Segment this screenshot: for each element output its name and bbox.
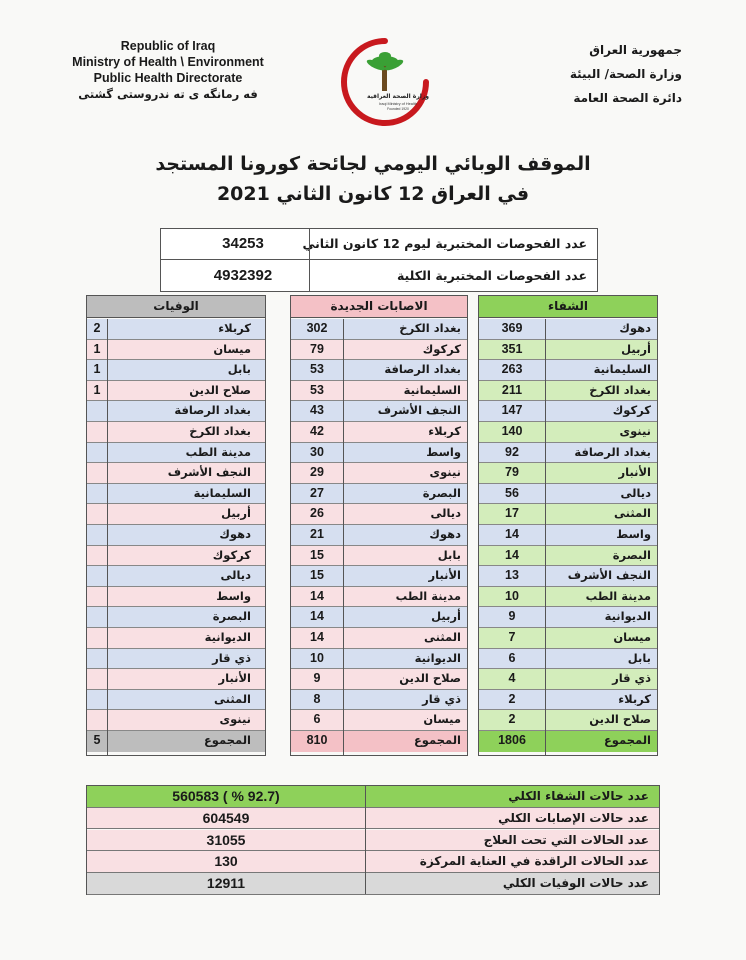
deaths-governorate: صلاح الدين bbox=[189, 382, 251, 397]
deaths-governorate: أربيل bbox=[221, 506, 251, 521]
deaths-total-label: المجموع bbox=[203, 733, 251, 747]
recovered-count: 7 bbox=[508, 630, 516, 644]
header-left-line: Republic of Iraq bbox=[120, 39, 216, 53]
deaths-governorate: المثنى bbox=[214, 691, 251, 706]
new_cases-governorate: نينوى bbox=[429, 465, 461, 480]
report-title: الموقف الوبائي اليومي لجائحة كورونا المستجد bbox=[155, 153, 591, 175]
recovered-row bbox=[479, 319, 657, 340]
deaths-row bbox=[87, 381, 265, 402]
deaths-table bbox=[86, 295, 266, 756]
deaths-governorate: البصرة bbox=[212, 609, 251, 624]
new_cases-row bbox=[291, 669, 467, 690]
recovered-row bbox=[479, 504, 657, 525]
summary-divider bbox=[365, 786, 366, 894]
deaths-governorate: الأنبار bbox=[218, 671, 251, 686]
new_cases-row bbox=[291, 607, 467, 628]
recovered-count: 14 bbox=[505, 547, 519, 562]
new_cases-header: الاصابات الجديدة bbox=[291, 296, 467, 318]
deaths-column-divider bbox=[107, 319, 108, 755]
recovered-row bbox=[479, 381, 657, 402]
deaths-row bbox=[87, 546, 265, 567]
new_cases-governorate: واسط bbox=[426, 444, 461, 459]
summary-row bbox=[87, 873, 659, 895]
deaths-count: 1 bbox=[93, 341, 101, 356]
deaths-row bbox=[87, 484, 265, 505]
recovered-governorate: ميسان bbox=[613, 630, 651, 644]
new_cases-count: 43 bbox=[310, 403, 324, 418]
deaths-row bbox=[87, 401, 265, 422]
new_cases-governorate: ديالى bbox=[430, 506, 461, 521]
new_cases-governorate: كركوك bbox=[422, 341, 461, 356]
recovered-row bbox=[479, 628, 657, 649]
recovered-total-label: المجموع bbox=[603, 733, 651, 747]
deaths-governorate: السليمانية bbox=[193, 485, 251, 500]
recovered-governorate: بابل bbox=[627, 650, 651, 665]
recovered-governorate: واسط bbox=[616, 527, 651, 541]
recovered-row bbox=[479, 443, 657, 464]
recovered-governorate: مدينة الطب bbox=[585, 588, 651, 603]
deaths-row bbox=[87, 587, 265, 608]
recovered-governorate: بغداد الكرخ bbox=[589, 382, 651, 397]
recovered-count: 2 bbox=[508, 712, 516, 727]
new_cases-count: 6 bbox=[313, 712, 321, 727]
header-right-line: وزارة الصحة/ البيئة bbox=[569, 67, 682, 81]
deaths-row bbox=[87, 443, 265, 464]
recovered-governorate: أربيل bbox=[621, 341, 651, 356]
recovered-row bbox=[479, 546, 657, 567]
recovered-row bbox=[479, 422, 657, 443]
new_cases-governorate: ميسان bbox=[423, 712, 461, 727]
recovered-governorate: المثنى bbox=[614, 506, 651, 521]
recovered-governorate: بغداد الرصافة bbox=[574, 444, 651, 459]
deaths-governorate: ميسان bbox=[213, 341, 251, 356]
recovered-total-value: 1806 bbox=[498, 733, 526, 747]
recovered-count: 6 bbox=[508, 650, 516, 665]
deaths-total-value: 5 bbox=[93, 733, 101, 747]
summary-value: 560583 ( % 92.7) bbox=[172, 788, 280, 804]
summary-label: عدد حالات الشفاء الكلي bbox=[508, 789, 649, 803]
summary-row bbox=[87, 830, 659, 852]
new_cases-governorate: المثنى bbox=[424, 630, 461, 644]
recovered-row bbox=[479, 587, 657, 608]
logo-title: وزارة الصحة العراقية bbox=[366, 93, 430, 100]
deaths-row bbox=[87, 422, 265, 443]
new_cases-count: 42 bbox=[310, 424, 324, 438]
new_cases-total-row bbox=[291, 731, 467, 752]
deaths-row bbox=[87, 340, 265, 361]
recovered-column-divider bbox=[545, 319, 546, 755]
new_cases-row bbox=[291, 319, 467, 340]
recovered-governorate: ديالى bbox=[620, 485, 651, 500]
summary-value: 130 bbox=[214, 853, 238, 870]
deaths-row bbox=[87, 607, 265, 628]
daily-tests-label: عدد الفحوصات المختبرية ليوم 12 كانون الثاني bbox=[302, 236, 587, 251]
new_cases-count: 9 bbox=[313, 671, 321, 686]
new_cases-row bbox=[291, 504, 467, 525]
new_cases-count: 15 bbox=[310, 568, 324, 583]
new_cases-governorate: مدينة الطب bbox=[395, 588, 461, 603]
logo-subtitle: Iraqi Ministry of Health bbox=[379, 102, 417, 106]
recovered-count: 92 bbox=[505, 444, 519, 459]
lab-tests-box bbox=[160, 228, 598, 292]
deaths-row bbox=[87, 463, 265, 484]
recovered-count: 10 bbox=[505, 588, 519, 603]
recovered-governorate: ذي قار bbox=[612, 671, 651, 686]
deaths-governorate: واسط bbox=[216, 588, 251, 603]
deaths-governorate: مدينة الطب bbox=[185, 444, 251, 459]
deaths-row bbox=[87, 628, 265, 649]
recovered-count: 14 bbox=[505, 527, 519, 541]
new_cases-governorate: بغداد الرصافة bbox=[384, 362, 461, 377]
recovered-count: 9 bbox=[508, 609, 516, 624]
recovered-header: الشفاء bbox=[479, 296, 657, 318]
new_cases-row bbox=[291, 360, 467, 381]
deaths-row bbox=[87, 504, 265, 525]
new_cases-count: 302 bbox=[306, 321, 328, 335]
recovered-count: 211 bbox=[501, 382, 523, 397]
recovered-count: 147 bbox=[501, 403, 523, 418]
recovered-governorate: الأنبار bbox=[618, 465, 651, 480]
new_cases-count: 53 bbox=[310, 382, 324, 397]
recovered-count: 351 bbox=[501, 341, 523, 356]
recovered-count: 4 bbox=[508, 671, 516, 686]
recovered-count: 17 bbox=[505, 506, 519, 521]
new_cases-row bbox=[291, 443, 467, 464]
total-tests-value: 4932392 bbox=[213, 267, 273, 284]
recovered-count: 369 bbox=[501, 321, 523, 335]
recovered-count: 79 bbox=[505, 465, 519, 480]
recovered-count: 13 bbox=[505, 568, 519, 583]
deaths-row bbox=[87, 360, 265, 381]
recovered-row bbox=[479, 463, 657, 484]
recovered-governorate: الديوانية bbox=[604, 609, 651, 624]
recovered-row bbox=[479, 340, 657, 361]
new_cases-governorate: بغداد الكرخ bbox=[399, 321, 461, 335]
recovered-count: 140 bbox=[501, 424, 523, 438]
header-left-line: فه رمانگه ى ته ندروستى گشتى bbox=[78, 87, 258, 101]
deaths-count: 2 bbox=[93, 321, 101, 335]
recovered-row bbox=[479, 525, 657, 546]
deaths-count: 1 bbox=[93, 382, 101, 397]
new_cases-governorate: الديوانية bbox=[414, 650, 461, 665]
recovered-row bbox=[479, 669, 657, 690]
summary-value: 12911 bbox=[206, 875, 246, 892]
new_cases-row bbox=[291, 628, 467, 649]
new_cases-governorate: دهوك bbox=[429, 527, 461, 541]
header-left bbox=[58, 38, 278, 102]
deaths-row bbox=[87, 319, 265, 340]
header-left-line: Public Health Directorate bbox=[93, 71, 243, 85]
recovered-count: 2 bbox=[508, 691, 516, 706]
ministry-logo bbox=[338, 35, 432, 129]
recovered-row bbox=[479, 649, 657, 670]
new_cases-count: 21 bbox=[310, 527, 324, 541]
new_cases-governorate: صلاح الدين bbox=[399, 671, 461, 686]
recovered-row bbox=[479, 566, 657, 587]
recovered-count: 263 bbox=[501, 362, 523, 377]
daily-tests-value: 34253 bbox=[222, 235, 264, 252]
deaths-header: الوفيات bbox=[87, 296, 265, 318]
summary-value: 604549 bbox=[202, 809, 250, 826]
summary-row bbox=[87, 808, 659, 830]
new_cases-row bbox=[291, 401, 467, 422]
summary-label: عدد حالات الإصابات الكلي bbox=[498, 810, 649, 825]
deaths-governorate: ديالى bbox=[220, 568, 251, 583]
total-tests-row bbox=[161, 261, 597, 292]
new_cases-row bbox=[291, 710, 467, 731]
recovered-governorate: السليمانية bbox=[593, 362, 651, 377]
recovered-count: 56 bbox=[505, 485, 519, 500]
new_cases-row bbox=[291, 525, 467, 546]
new_cases-governorate: البصرة bbox=[422, 485, 461, 500]
new_cases-governorate: بابل bbox=[437, 547, 461, 562]
new_cases-row bbox=[291, 566, 467, 587]
deaths-row bbox=[87, 690, 265, 711]
new_cases-governorate: الأنبار bbox=[428, 568, 461, 583]
total-tests-label: عدد الفحوصات المختبرية الكلية bbox=[396, 268, 587, 283]
summary-table bbox=[86, 785, 660, 895]
recovered-governorate: البصرة bbox=[612, 547, 651, 562]
deaths-total-row bbox=[87, 731, 265, 752]
new_cases-governorate: ذي قار bbox=[422, 691, 461, 706]
recovered-governorate: النجف الأشرف bbox=[567, 568, 651, 583]
new_cases-governorate: كربلاء bbox=[428, 424, 461, 438]
new_cases-count: 29 bbox=[310, 465, 324, 480]
deaths-governorate: نينوى bbox=[219, 712, 251, 727]
header-left-line: Ministry of Health \ Environment bbox=[72, 55, 264, 69]
new_cases-row bbox=[291, 649, 467, 670]
new_cases-total-label: المجموع bbox=[413, 733, 461, 747]
daily-tests-row bbox=[161, 229, 597, 260]
recovered-governorate: صلاح الدين bbox=[589, 712, 651, 727]
deaths-governorate: ذي قار bbox=[212, 650, 251, 665]
new_cases-count: 26 bbox=[310, 506, 324, 521]
new_cases-count: 27 bbox=[310, 485, 324, 500]
deaths-row bbox=[87, 710, 265, 731]
palm-leaves-icon bbox=[365, 52, 404, 72]
recovered-row bbox=[479, 690, 657, 711]
recovered-row bbox=[479, 401, 657, 422]
deaths-governorate: بغداد الكرخ bbox=[189, 424, 251, 438]
deaths-governorate: بابل bbox=[227, 362, 251, 377]
new_cases-row bbox=[291, 422, 467, 443]
deaths-governorate: كركوك bbox=[212, 547, 251, 562]
recovered-governorate: كركوك bbox=[612, 403, 651, 418]
new_cases-count: 53 bbox=[310, 362, 324, 377]
new_cases-count: 14 bbox=[310, 630, 324, 644]
header-right-line: دائرة الصحة العامة bbox=[573, 91, 682, 105]
logo-year: Founded 1920 bbox=[387, 107, 409, 111]
new_cases-row bbox=[291, 690, 467, 711]
deaths-governorate: كربلاء bbox=[218, 321, 251, 335]
new_cases-row bbox=[291, 484, 467, 505]
recovered-row bbox=[479, 710, 657, 731]
summary-label: عدد الحالات الراقدة في العناية المركزة bbox=[419, 854, 649, 869]
new_cases-row bbox=[291, 587, 467, 608]
recovered-governorate: دهوك bbox=[619, 321, 651, 335]
deaths-count: 1 bbox=[93, 362, 101, 377]
deaths-governorate: دهوك bbox=[219, 527, 251, 541]
deaths-row bbox=[87, 669, 265, 690]
new_cases-row bbox=[291, 340, 467, 361]
new-cases-table bbox=[290, 295, 468, 756]
deaths-governorate: بغداد الرصافة bbox=[174, 403, 251, 418]
header-right-line: جمهورية العراق bbox=[589, 43, 682, 57]
recovered-total-row bbox=[479, 731, 657, 752]
deaths-governorate: الديوانية bbox=[204, 630, 251, 644]
recovered-row bbox=[479, 484, 657, 505]
deaths-governorate: النجف الأشرف bbox=[167, 465, 251, 480]
summary-value: 31055 bbox=[206, 831, 246, 848]
report-date: في العراق 12 كانون الثاني 2021 bbox=[216, 183, 530, 205]
new_cases-governorate: أربيل bbox=[431, 609, 461, 624]
new_cases-row bbox=[291, 463, 467, 484]
new_cases-count: 10 bbox=[310, 650, 324, 665]
summary-label: عدد حالات الوفيات الكلي bbox=[502, 876, 649, 891]
tests-divider bbox=[309, 229, 310, 291]
new_cases-row bbox=[291, 381, 467, 402]
recovered-row bbox=[479, 607, 657, 628]
new_cases-governorate: النجف الأشرف bbox=[377, 403, 461, 418]
new_cases-count: 14 bbox=[310, 588, 324, 603]
new_cases-governorate: السليمانية bbox=[403, 382, 461, 397]
header-right bbox=[552, 38, 682, 110]
recovered-governorate: كربلاء bbox=[618, 691, 651, 706]
recovered-governorate: نينوى bbox=[619, 424, 651, 438]
recovered-table bbox=[478, 295, 658, 756]
summary-label: عدد الحالات التي تحت العلاج bbox=[483, 832, 649, 847]
new_cases-column-divider bbox=[343, 319, 344, 755]
new_cases-row bbox=[291, 546, 467, 567]
new_cases-count: 79 bbox=[310, 341, 324, 356]
deaths-row bbox=[87, 649, 265, 670]
new_cases-count: 8 bbox=[313, 691, 321, 706]
new_cases-total-value: 810 bbox=[306, 733, 328, 747]
new_cases-count: 15 bbox=[310, 547, 324, 562]
deaths-row bbox=[87, 566, 265, 587]
new_cases-count: 14 bbox=[310, 609, 324, 624]
new_cases-count: 30 bbox=[310, 444, 324, 459]
recovered-row bbox=[479, 360, 657, 381]
summary-row bbox=[87, 786, 659, 808]
deaths-row bbox=[87, 525, 265, 546]
summary-row bbox=[87, 851, 659, 873]
